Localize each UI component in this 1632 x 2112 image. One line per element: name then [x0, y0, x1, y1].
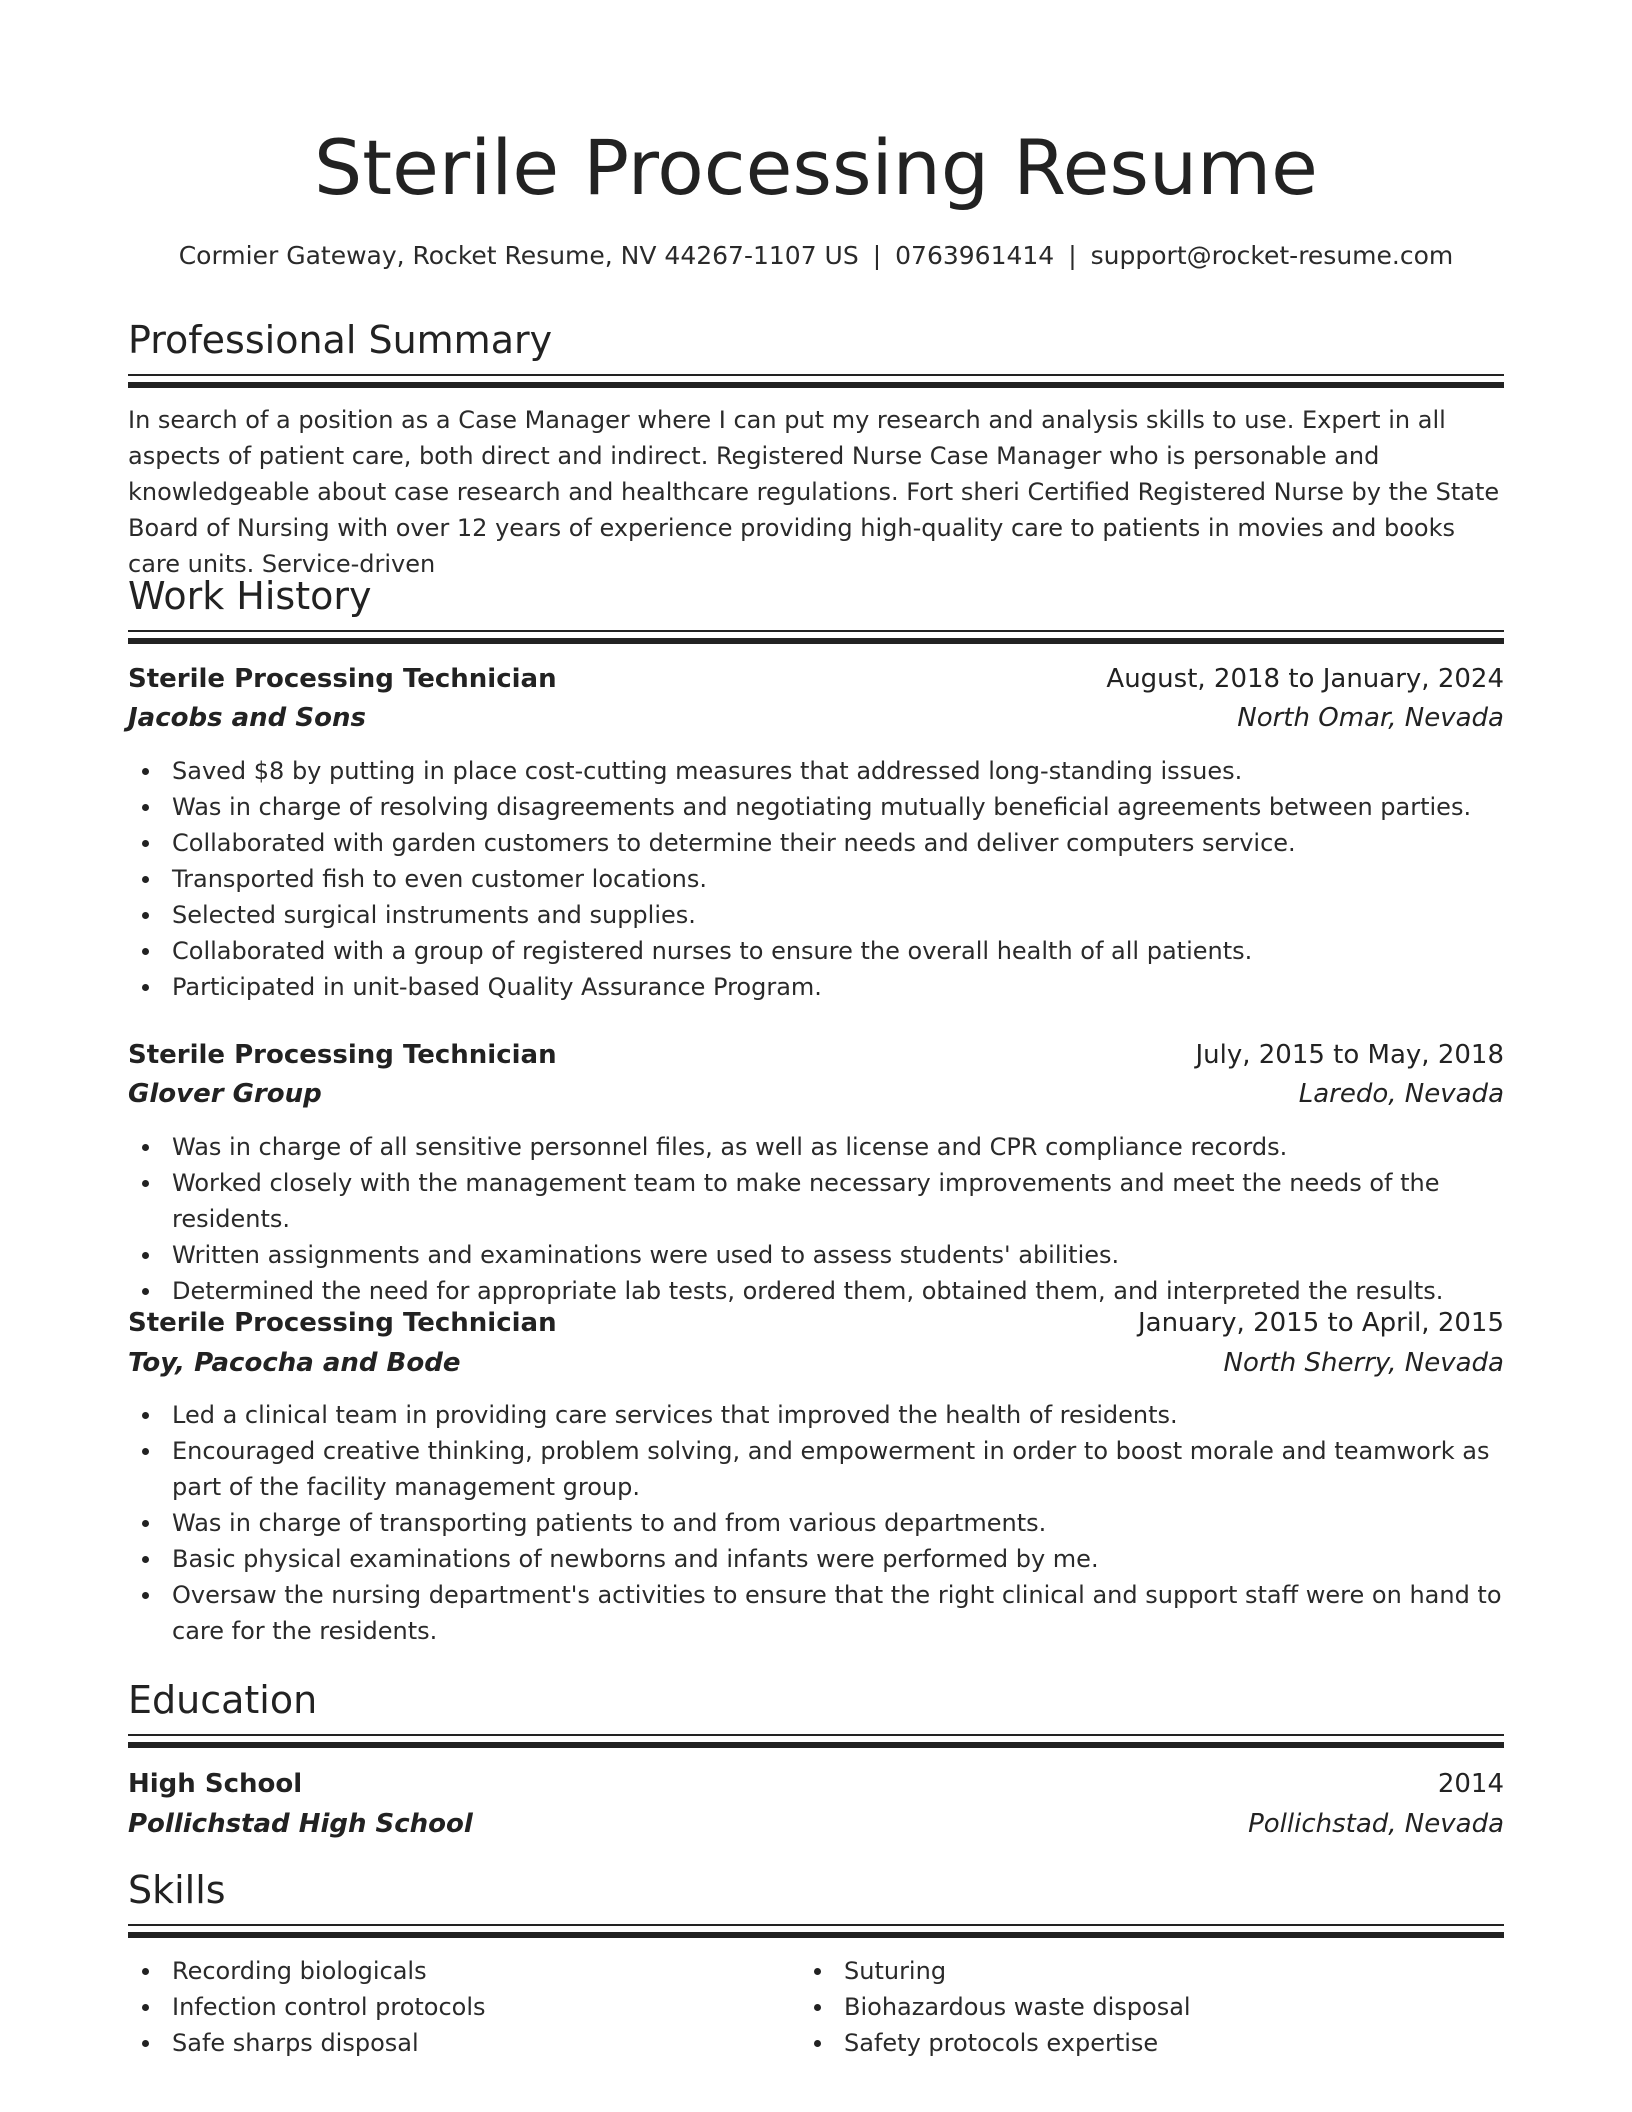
job-location: Laredo, Nevada [1298, 1079, 1504, 1109]
list-item: Was in charge of all sensitive personnel files, as well as license and CPR compliance records. [128, 1129, 1504, 1165]
job-location: North Sherry, Nevada [1223, 1348, 1504, 1378]
skills-list-left [128, 1953, 788, 2061]
list-item: Written assignments and examinations were used to assess students' abilities. [128, 1237, 1504, 1273]
education-school: Pollichstad High School [128, 1809, 473, 1839]
skills-list-right [800, 1953, 1460, 2061]
skill-item: Suturing [800, 1953, 1460, 1989]
list-item: Led a clinical team in providing care services that improved the health of residents. [128, 1397, 1504, 1433]
skill-item: Biohazardous waste disposal [800, 1989, 1460, 2025]
list-item: Selected surgical instruments and supplies. [128, 897, 1504, 933]
job-location: North Omar, Nevada [1237, 703, 1504, 733]
list-item: Worked closely with the management team to make necessary improvements and meet the needs of the residents. [128, 1165, 1504, 1237]
job-dates: August, 2018 to January, 2024 [1106, 664, 1504, 694]
job-title: Sterile Processing Technician [128, 1308, 557, 1338]
section-divider [128, 1734, 1504, 1748]
section-divider [128, 1924, 1504, 1938]
job-company: Jacobs and Sons [128, 703, 366, 733]
phone: 0763961414 [895, 241, 1055, 270]
email[interactable]: support@rocket-resume.com [1090, 241, 1454, 270]
skill-item: Safety protocols expertise [800, 2025, 1460, 2061]
separator: | [1068, 241, 1077, 270]
list-item: Was in charge of resolving disagreements and negotiating mutually beneficial agreements between parties. [128, 789, 1504, 825]
education-year: 2014 [1437, 1769, 1504, 1799]
education-location: Pollichstad, Nevada [1248, 1809, 1504, 1839]
section-divider [128, 630, 1504, 644]
skill-item: Safe sharps disposal [128, 2025, 788, 2061]
list-item: Oversaw the nursing department's activities to ensure that the right clinical and support staff were on hand to care for the residents. [128, 1577, 1504, 1649]
list-item: Basic physical examinations of newborns and infants were performed by me. [128, 1541, 1504, 1577]
list-item: Transported fish to even customer locations. [128, 861, 1504, 897]
job-dates: January, 2015 to April, 2015 [1137, 1308, 1504, 1338]
section-title-education: Education [128, 1678, 318, 1722]
contact-line [128, 238, 1504, 274]
list-item: Encouraged creative thinking, problem solving, and empowerment in order to boost morale and teamwork as part of the facility management group. [128, 1433, 1504, 1505]
section-title-summary: Professional Summary [128, 318, 553, 362]
job-title: Sterile Processing Technician [128, 664, 557, 694]
resume-name: Sterile Processing Resume [314, 123, 1318, 212]
job-bullets [128, 1397, 1504, 1649]
section-title-skills: Skills [128, 1868, 226, 1912]
list-item: Saved $8 by putting in place cost-cutting measures that addressed long-standing issues. [128, 753, 1504, 789]
job-dates: July, 2015 to May, 2018 [1195, 1040, 1504, 1070]
summary-text: In search of a position as a Case Manager where I can put my research and analysis skills to use. Expert in all aspects of patient care, both direct and indirect. Registered Nurse Case Manager who is personable and knowledgeable about case research and healthcare regulations. Fort sheri Certified Registered Nurse by the State Board of Nursing with over 12 years of experience providing high-quality care to patients in movies and books care units. Service-driven [128, 406, 1500, 578]
section-divider [128, 374, 1504, 388]
list-item: Collaborated with a group of registered nurses to ensure the overall health of all patients. [128, 933, 1504, 969]
list-item: Collaborated with garden customers to determine their needs and deliver computers service. [128, 825, 1504, 861]
list-item: Was in charge of transporting patients to and from various departments. [128, 1505, 1504, 1541]
separator: | [872, 241, 882, 270]
section-title-work: Work History [128, 574, 372, 618]
job-company: Glover Group [128, 1079, 322, 1109]
job-title: Sterile Processing Technician [128, 1040, 557, 1070]
skill-item: Infection control protocols [128, 1989, 788, 2025]
list-item: Determined the need for appropriate lab tests, ordered them, obtained them, and interpreted the results. [128, 1273, 1504, 1309]
list-item: Participated in unit-based Quality Assurance Program. [128, 969, 1504, 1005]
job-bullets [128, 1129, 1504, 1309]
address: Cormier Gateway, Rocket Resume, NV 44267-1107 US [178, 241, 859, 270]
job-company: Toy, Pacocha and Bode [128, 1348, 461, 1378]
skill-item: Recording biologicals [128, 1953, 788, 1989]
job-bullets [128, 753, 1504, 1005]
education-degree: High School [128, 1769, 303, 1799]
